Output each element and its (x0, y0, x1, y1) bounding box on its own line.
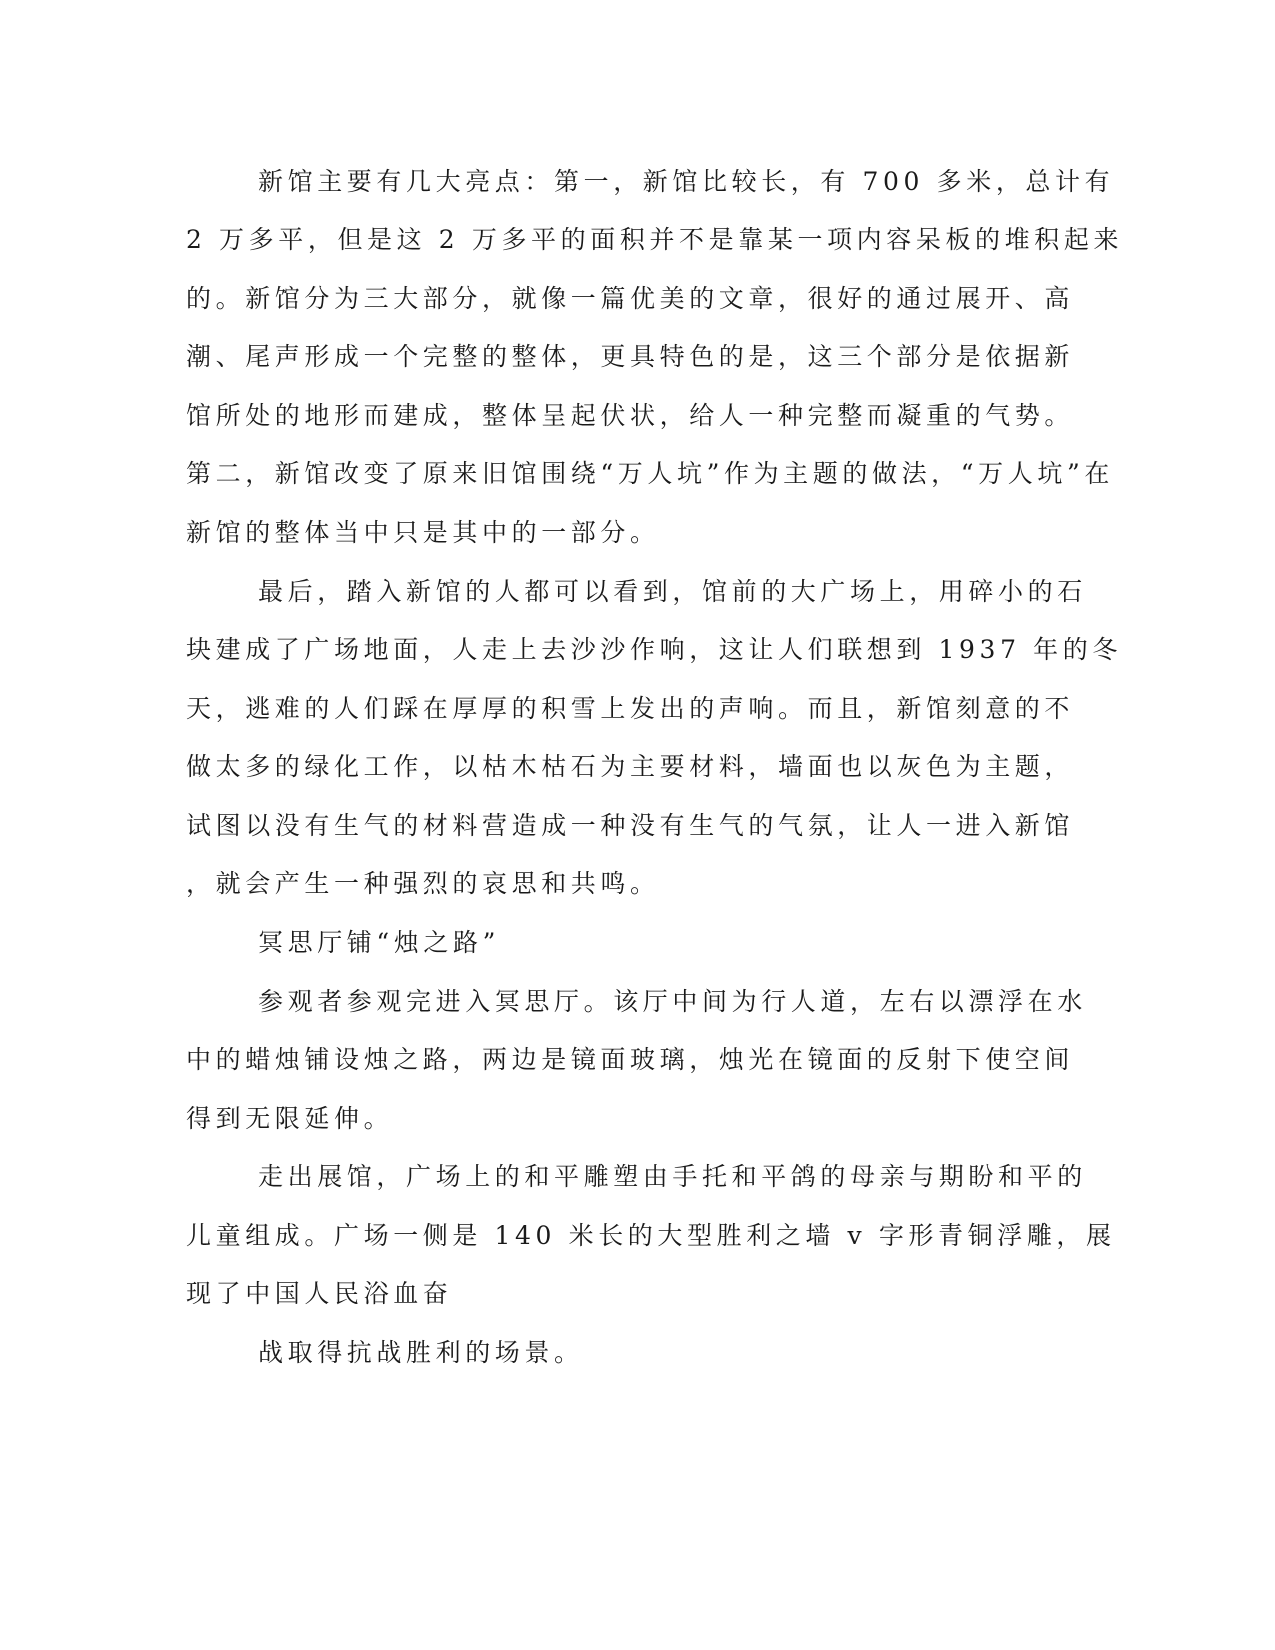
text-line: 中的蜡烛铺设烛之路，两边是镜面玻璃，烛光在镜面的反射下使空间 (186, 1045, 1075, 1074)
text-line: 第二，新馆改变了原来旧馆围绕“万人坑”作为主题的做法，“万人坑”在 (186, 459, 1114, 488)
text-line: ，就会产生一种强烈的哀思和共鸣。 (186, 869, 660, 898)
text-line: 战取得抗战胜利的场景。 (258, 1338, 584, 1367)
text-line: 参观者参观完进入冥思厅。该厅中间为行人道，左右以漂浮在水 (258, 987, 1087, 1016)
section-heading: 冥思厅铺“烛之路” (258, 928, 500, 957)
text-line: 新馆的整体当中只是其中的一部分。 (186, 518, 660, 547)
text-line: 最后，踏入新馆的人都可以看到，馆前的大广场上，用碎小的石 (258, 577, 1087, 606)
text-line: 块建成了广场地面，人走上去沙沙作响，这让人们联想到 1937 年的冬 (186, 635, 1122, 664)
text-line: 走出展馆，广场上的和平雕塑由手托和平鸽的母亲与期盼和平的 (258, 1162, 1087, 1191)
text-line: 现了中国人民浴血奋 (186, 1279, 453, 1308)
text-line: 潮、尾声形成一个完整的整体，更具特色的是，这三个部分是依据新 (186, 342, 1075, 371)
text-line: 试图以没有生气的材料营造成一种没有生气的气氛，让人一进入新馆 (186, 811, 1075, 840)
text-line: 做太多的绿化工作，以枯木枯石为主要材料，墙面也以灰色为主题， (186, 752, 1075, 781)
text-line: 2 万多平，但是这 2 万多平的面积并不是靠某一项内容呆板的堆积起来 (186, 225, 1124, 254)
text-line: 儿童组成。广场一侧是 140 米长的大型胜利之墙 v 字形青铜浮雕，展 (186, 1221, 1116, 1250)
text-line: 馆所处的地形而建成，整体呈起伏状，给人一种完整而凝重的气势。 (186, 401, 1075, 430)
text-line: 得到无限延伸。 (186, 1104, 394, 1133)
text-line: 的。新馆分为三大部分，就像一篇优美的文章，很好的通过展开、高 (186, 284, 1075, 313)
text-line: 新馆主要有几大亮点：第一，新馆比较长，有 700 多米，总计有 (258, 167, 1115, 196)
text-line: 天，逃难的人们踩在厚厚的积雪上发出的声响。而且，新馆刻意的不 (186, 694, 1075, 723)
